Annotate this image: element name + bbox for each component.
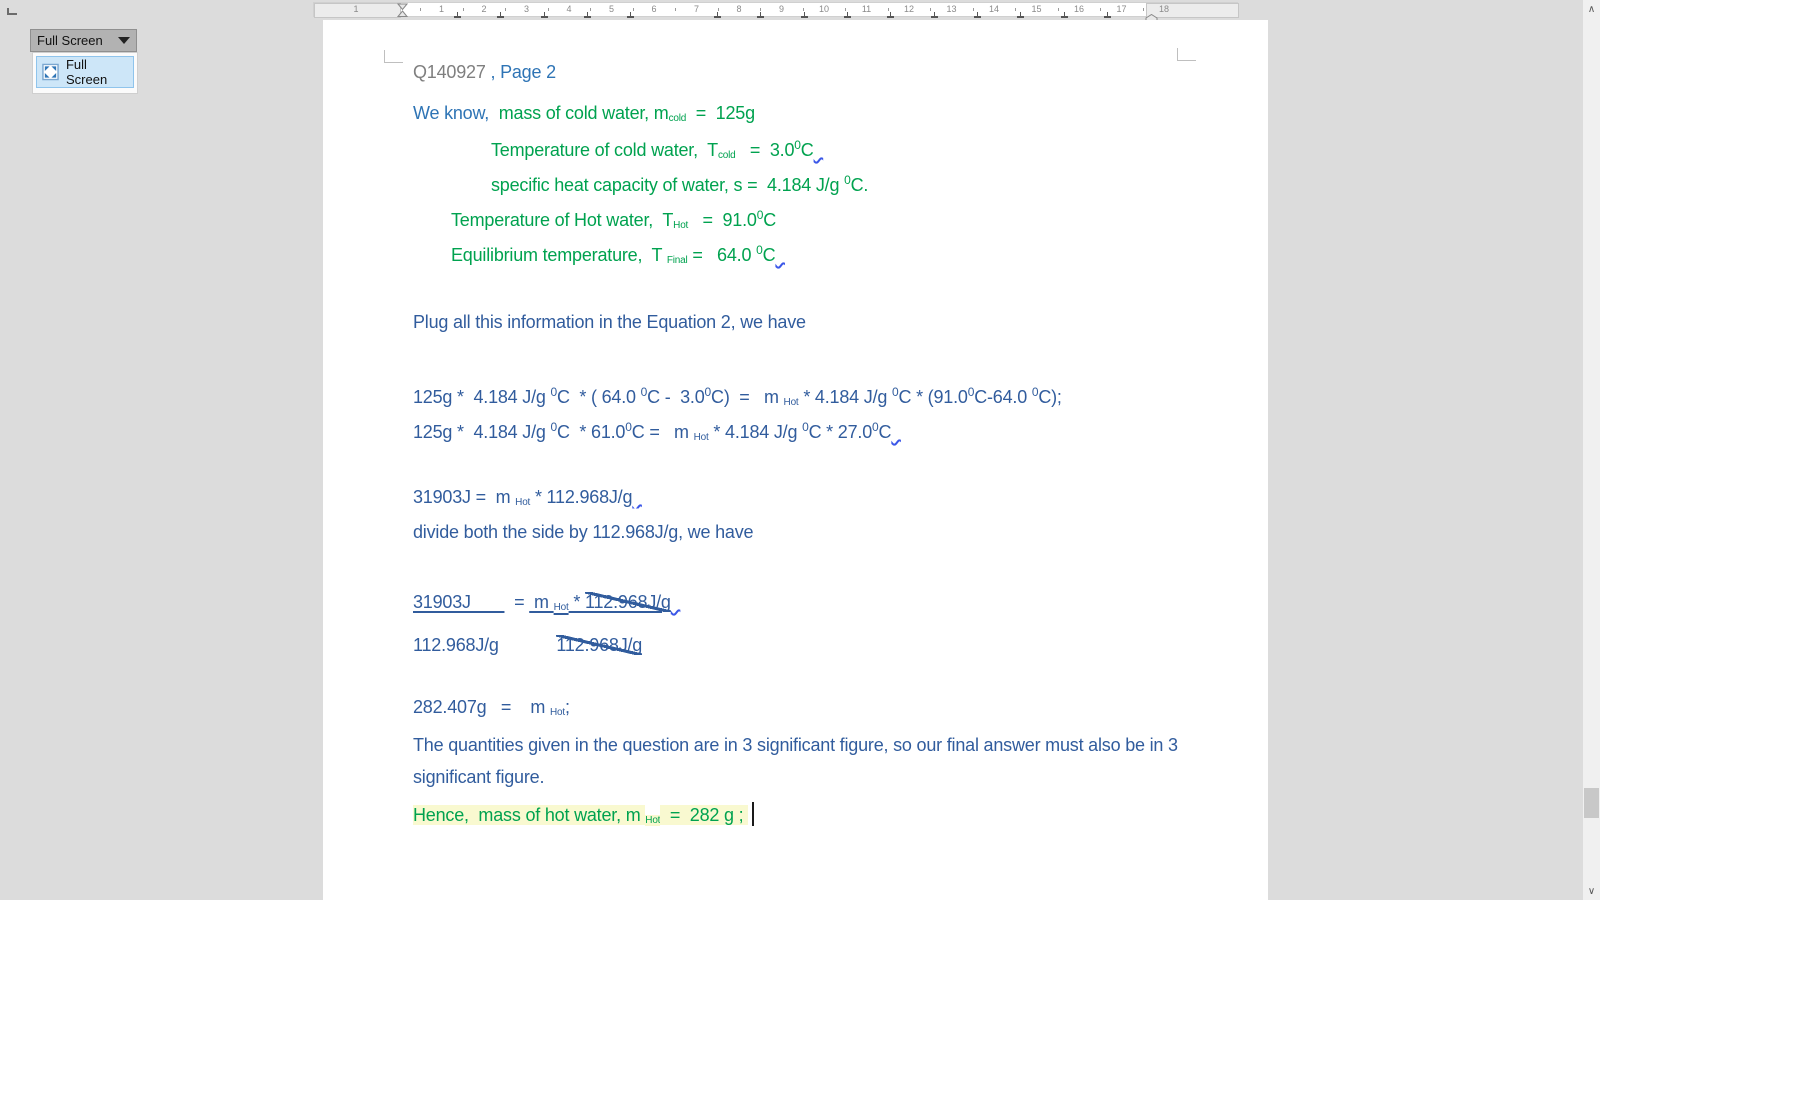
- ruler-tick: [505, 8, 506, 11]
- tab-stop-marker[interactable]: [887, 12, 894, 18]
- spellcheck-squiggle: [814, 140, 824, 160]
- tab-stop-bar: [630, 12, 631, 16]
- ruler-tick: [633, 8, 634, 11]
- scroll-down-button[interactable]: [1583, 883, 1600, 899]
- hourglass-indent-icon: [397, 3, 408, 18]
- text-segment: =: [514, 592, 530, 612]
- text-segment: 0: [967, 385, 975, 399]
- text-segment: cold: [717, 150, 736, 161]
- vertical-scrollbar[interactable]: [1583, 0, 1600, 900]
- text-segment: C - 3.0: [647, 387, 705, 407]
- text-segment: 0: [550, 420, 557, 434]
- doc-line: [491, 167, 868, 193]
- text-segment: Plug all this information in the Equation 2, we have: [413, 312, 806, 332]
- text-segment: 112.968J/g: [556, 635, 643, 655]
- text-segment: 0: [625, 420, 632, 434]
- tab-stop-bar: [760, 12, 761, 16]
- text-segment: 0: [802, 420, 809, 434]
- ruler-tick: [1100, 8, 1101, 11]
- tab-stop-bar: [847, 12, 848, 16]
- text-segment: 0: [550, 385, 557, 399]
- text-boundary-mark-right: [1177, 48, 1196, 61]
- text-segment: m: [529, 592, 554, 612]
- text-segment: 0: [872, 420, 879, 434]
- ruler-tick: [548, 8, 549, 11]
- tab-stop-marker[interactable]: [974, 12, 981, 18]
- text-segment: 112.968J/g: [413, 635, 499, 655]
- text-segment: * 4.184 J/g: [798, 387, 892, 407]
- chevron-down-icon: [118, 37, 130, 44]
- fullscreen-dropdown-label: Full Screen: [37, 33, 103, 48]
- ruler-tick: [888, 8, 889, 11]
- ruler-number: 1: [438, 4, 445, 14]
- doc-line: [413, 732, 1178, 758]
- doc-line: [413, 59, 556, 85]
- text-segment: ;: [564, 697, 570, 717]
- ruler-number: 15: [1031, 4, 1042, 14]
- ruler-tick: [420, 8, 421, 11]
- ruler: [313, 2, 1238, 17]
- doc-line: [413, 694, 570, 720]
- doc-line: [491, 132, 823, 161]
- text-segment: C: [763, 210, 776, 230]
- tab-stop-marker[interactable]: [931, 12, 938, 18]
- text-segment: The quantities given in the question are in 3 significant figure, so our final answer must also be in 3: [413, 735, 1178, 755]
- tab-stop-marker[interactable]: [714, 12, 721, 18]
- text-segment: C: [800, 140, 814, 160]
- text-segment: Temperature of Hot water, T: [451, 210, 674, 230]
- text-boundary-mark-left: [384, 50, 403, 63]
- text-segment: Temperature of cold water, T: [491, 140, 718, 160]
- text-segment: Hot: [553, 602, 569, 613]
- ruler-number: 9: [778, 4, 785, 14]
- text-segment: Hot: [673, 220, 689, 231]
- doc-line: [413, 764, 544, 790]
- ruler-tick: [590, 8, 591, 11]
- stray-corner-mark: [7, 8, 17, 15]
- tab-stop-bar: [934, 12, 935, 16]
- document-page[interactable]: [323, 20, 1268, 900]
- fullscreen-expand-icon: [42, 63, 59, 81]
- text-segment: C-64.0: [974, 387, 1032, 407]
- tab-stop-marker[interactable]: [1104, 12, 1111, 18]
- text-segment: [504, 592, 514, 612]
- text-segment: 0: [794, 138, 801, 152]
- text-segment: C: [878, 422, 892, 442]
- text-segment: C * 27.0: [808, 422, 873, 442]
- spellcheck-squiggle: [891, 422, 901, 442]
- ruler-number: 12: [903, 4, 915, 14]
- ruler-number: 7: [693, 4, 700, 14]
- text-segment: Hence, mass of hot water, m: [413, 805, 646, 825]
- tab-stop-bar: [977, 12, 978, 16]
- text-segment: C.: [850, 175, 869, 195]
- ruler-tick: [1058, 8, 1059, 11]
- tab-stop-bar: [1107, 12, 1108, 16]
- tab-stop-bar: [804, 12, 805, 16]
- text-segment: 125g * 4.184 J/g: [413, 387, 551, 407]
- text-segment: = 64.0: [687, 245, 757, 265]
- text-segment: cold: [668, 113, 687, 124]
- chevron-down-icon: ∨: [1587, 885, 1596, 897]
- tab-stop-bar: [587, 12, 588, 16]
- spellcheck-squiggle: [671, 592, 681, 612]
- ruler-number: 14: [988, 4, 1000, 14]
- text-segment: C * ( 64.0: [557, 387, 641, 407]
- text-segment: C);: [1038, 387, 1062, 407]
- text-segment: 0: [756, 243, 763, 257]
- text-segment: 31903J: [413, 592, 505, 612]
- text-segment: Hot: [515, 497, 531, 508]
- ruler-number: 8: [736, 4, 742, 14]
- text-segment: 0: [704, 385, 712, 399]
- tab-stop-marker[interactable]: [454, 12, 461, 18]
- ruler-tick: [930, 8, 931, 11]
- fullscreen-dropdown-popup: [32, 52, 138, 94]
- text-segment: * 4.184 J/g: [708, 422, 803, 442]
- text-cursor: [752, 802, 754, 826]
- text-segment: C * 61.0: [557, 422, 626, 442]
- tab-stop-marker[interactable]: [1017, 12, 1024, 18]
- text-segment: 282.407g = m: [413, 697, 550, 717]
- tab-stop-marker[interactable]: [1061, 12, 1068, 18]
- text-segment: = 125g: [686, 103, 755, 123]
- ruler-number: 1: [353, 4, 359, 14]
- ruler-number: 4: [566, 4, 572, 14]
- text-segment: C * (91.0: [898, 387, 968, 407]
- text-segment: significant figure.: [413, 767, 545, 787]
- text-segment: We know,: [413, 103, 499, 123]
- text-segment: 125g * 4.184 J/g: [413, 422, 551, 442]
- tab-stop-marker[interactable]: [844, 12, 851, 18]
- menu-item-label: Full Screen: [65, 57, 108, 87]
- doc-line: [413, 484, 642, 510]
- doc-line: [413, 309, 806, 335]
- text-segment: C = m: [631, 422, 694, 442]
- text-segment: *: [568, 592, 585, 612]
- tab-stop-marker[interactable]: [584, 12, 591, 18]
- ruler-tick: [973, 8, 974, 11]
- text-segment: Q140927: [413, 62, 491, 82]
- text-segment: 0: [891, 385, 899, 399]
- text-segment: Hot: [783, 397, 799, 408]
- text-segment: Equilibrium temperature, T: [451, 245, 667, 265]
- menu-item-full-screen[interactable]: [36, 56, 134, 88]
- doc-line: [451, 237, 785, 266]
- ruler-number: 11: [861, 4, 872, 14]
- tab-stop-bar: [500, 12, 501, 16]
- ruler-number: 10: [818, 4, 830, 14]
- ruler-number: 5: [608, 4, 615, 14]
- ruler-number: 3: [523, 4, 530, 14]
- ruler-number: 16: [1073, 4, 1085, 14]
- doc-line: [413, 519, 753, 545]
- tab-stop-bar: [1020, 12, 1021, 16]
- doc-line: [451, 202, 776, 231]
- ruler-tick: [463, 8, 464, 11]
- scrollbar-thumb[interactable]: [1584, 788, 1599, 818]
- text-segment: Hot: [550, 707, 565, 718]
- text-segment: 0: [844, 173, 851, 187]
- text-segment: [499, 635, 557, 655]
- ruler-number: 17: [1116, 4, 1127, 14]
- ruler-number: 6: [651, 4, 657, 14]
- doc-line: [413, 802, 754, 828]
- doc-line: [413, 100, 755, 126]
- text-segment: 0: [640, 385, 648, 399]
- tab-stop-bar: [457, 12, 458, 16]
- spellcheck-squiggle: [775, 245, 785, 265]
- ruler-number: 13: [946, 4, 957, 14]
- text-segment: Final: [666, 255, 688, 266]
- ruler-tick: [760, 8, 761, 11]
- ruler-tick: [803, 8, 804, 11]
- text-segment: C: [762, 245, 776, 265]
- text-segment: = 91.0: [688, 210, 757, 230]
- tab-stop-marker[interactable]: [541, 12, 548, 18]
- text-segment: C) = m: [711, 387, 784, 407]
- text-segment: specific heat capacity of water, s = 4.184 J/g: [491, 175, 845, 195]
- ruler-tick: [675, 8, 676, 11]
- text-segment: 112.968J/g: [585, 592, 671, 612]
- text-segment: = 3.0: [735, 140, 795, 160]
- ruler-tick: [718, 8, 719, 11]
- text-segment: divide both the side by 112.968J/g, we have: [413, 522, 754, 542]
- tab-stop-bar: [717, 12, 718, 16]
- doc-line: [413, 379, 1062, 408]
- ruler-number: 2: [481, 4, 487, 14]
- text-segment: 0: [1031, 385, 1039, 399]
- tab-stop-bar: [1064, 12, 1065, 16]
- spellcheck-squiggle: [632, 487, 642, 507]
- tab-stop-marker[interactable]: [801, 12, 808, 18]
- tab-stop-bar: [890, 12, 891, 16]
- text-segment: Hot: [645, 815, 661, 826]
- text-segment: 31903J = m: [413, 487, 516, 507]
- text-segment: 0: [756, 208, 764, 222]
- tab-stop-marker[interactable]: [627, 12, 634, 18]
- text-segment: Hot: [693, 432, 709, 443]
- scroll-up-button[interactable]: [1583, 1, 1600, 17]
- ruler-tick: [845, 8, 846, 11]
- chevron-up-icon: ∧: [1587, 3, 1596, 15]
- ruler-number: 18: [1158, 4, 1170, 14]
- text-segment: mass of cold water, m: [498, 103, 669, 123]
- tab-stop-marker[interactable]: [757, 12, 764, 18]
- text-segment: , Page 2: [490, 62, 556, 82]
- tab-stop-bar: [544, 12, 545, 16]
- fullscreen-dropdown-button[interactable]: [30, 29, 137, 52]
- ruler-tick: [1143, 8, 1144, 11]
- tab-stop-marker[interactable]: [497, 12, 504, 18]
- ruler-tick: [1015, 8, 1016, 11]
- doc-line: [413, 589, 680, 615]
- text-segment: = 282 g ;: [660, 805, 749, 825]
- doc-line: [413, 414, 901, 443]
- doc-line: [413, 632, 642, 658]
- text-segment: * 112.968J/g: [530, 487, 633, 507]
